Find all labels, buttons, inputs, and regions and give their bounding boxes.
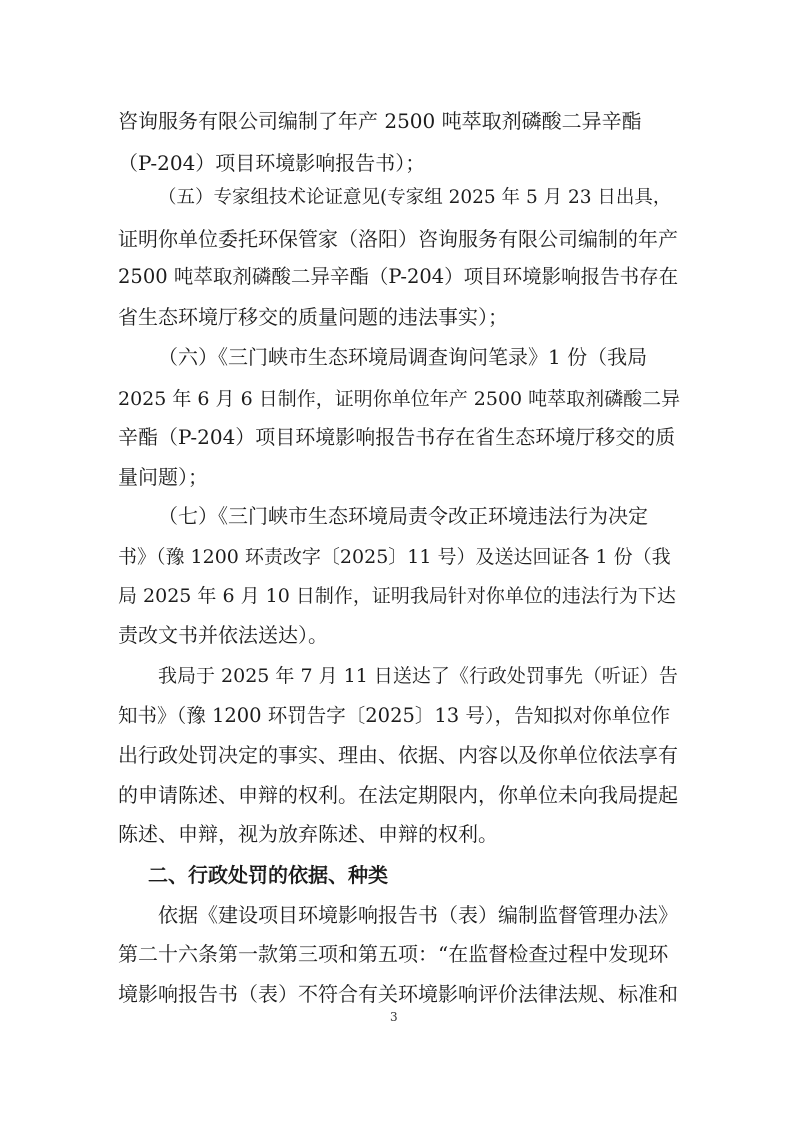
text-line-15: 我局于 2025 年 7 月 11 日送达了《行政处罚事先（听证）告 (158, 665, 678, 687)
text-line-2: （P-204）项目环境影响报告书）； (118, 151, 426, 175)
text-line-5: 2500 吨萃取剂磷酸二异辛酯（P-204）项目环境影响报告书存在 (118, 265, 679, 288)
text-line-22: 第二十六条第一款第三项和第五项：“在监督检查过程中发现环 (118, 942, 669, 966)
section-heading: 二、行政处罚的依据、种类 (148, 863, 388, 887)
text-line-6: 省生态环境厅移交的质量问题的违法事实）； (118, 305, 508, 329)
text-line-3: （五）专家组技术论证意见(专家组 2025 年 5 月 23 日出具， (158, 187, 672, 208)
text-line-8: 2025 年 6 月 6 日制作，证明你单位年产 2500 吨萃取剂磷酸二异 (118, 388, 681, 410)
text-line-12: 书》（豫 1200 环责改字〔2025〕11 号）及送达回证各 1 份（我 (118, 546, 671, 568)
page-number: 3 (390, 1010, 398, 1024)
text-line-11: （七）《三门峡市生态环境局责令改正环境违法行为决定 (158, 504, 648, 528)
text-line-19: 陈述、申辩，视为放弃陈述、申辩的权利。 (118, 822, 498, 846)
text-line-18: 的申请陈述、申辩的权利。在法定期限内，你单位未向我局提起 (118, 783, 678, 807)
text-line-1: 咨询服务有限公司编制了年产 2500 吨萃取剂磷酸二异辛酯 (118, 109, 642, 133)
text-line-9: 辛酯（P-204）项目环境影响报告书存在省生态环境厅移交的质 (118, 425, 676, 449)
text-line-17: 出行政处罚决定的事实、理由、依据、内容以及你单位依法享有 (118, 743, 678, 767)
text-line-23: 境影响报告书（表）不符合有关环境影响评价法律法规、标准和 (118, 982, 678, 1006)
text-line-16: 知书》（豫 1200 环罚告字〔2025〕13 号），告知拟对你单位作 (118, 704, 671, 727)
text-line-21: 依据《建设项目环境影响报告书（表）编制监督管理办法》 (158, 903, 678, 927)
text-line-7: （六）《三门峡市生态环境局调查询问笔录》1 份（我局 (158, 345, 648, 369)
text-line-13: 局 2025 年 6 月 10 日制作，证明我局针对你单位的违法行为下达 (118, 585, 676, 607)
text-line-14: 责改文书并依法送达）。 (118, 623, 328, 647)
text-line-10: 量问题）； (118, 465, 208, 489)
text-line-4: 证明你单位委托环保管家（洛阳）咨询服务有限公司编制的年产 (118, 227, 678, 251)
